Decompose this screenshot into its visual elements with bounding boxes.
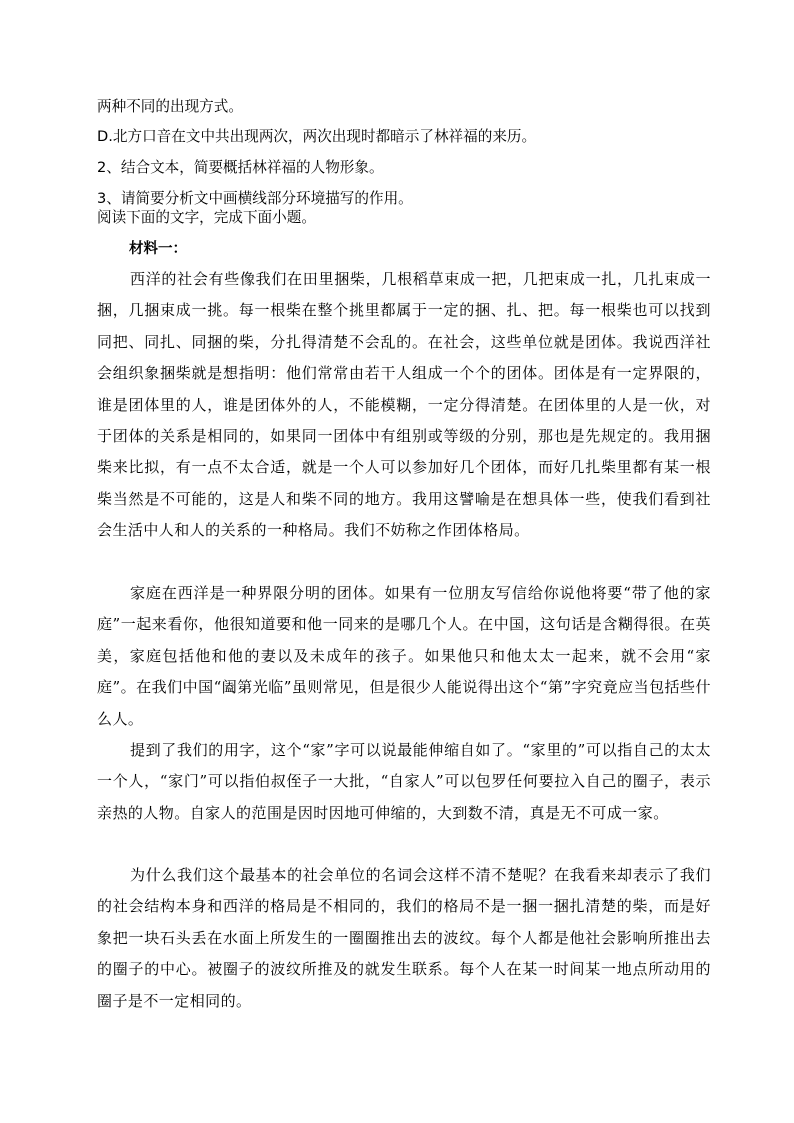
question-2: 2、结合文本，简要概括林祥福的人物形象。: [97, 159, 384, 176]
material-paragraph-4: 为什么我们这个最基本的社会单位的名词会这样不清不楚呢？在我看来却表示了我们的社会结构本身和西洋的格局是不相同的，我们的格局不是一捆一捆扎清楚的柴，而是好象把一块石头丢在水面上所发生的一圈圈推出去的波纹。每个人都是他社会影响所推出去的圈子的中心。被圈子的波纹所推及的就发生联系。每个人在某一时间某一地点所动用的圈子是不一定相同的。: [97, 866, 711, 1010]
material-paragraph-3: 提到了我们的用字，这个“家”字可以说最能伸缩自如了。“家里的”可以指自己的太太一个人，“家门”可以指伯叔侄子一大批，“自家人”可以包罗任何要拉入自己的圈子，表示亲热的人物。自家人的范围是因时因地可伸缩的，大到数不清，真是无不可成一家。: [97, 741, 711, 822]
question-3: 3、请简要分析文中画横线部分环境描写的作用。: [97, 190, 413, 207]
material-heading: 材料一：: [129, 241, 187, 257]
material-paragraph-1: 西洋的社会有些像我们在田里捆柴，几根稻草束成一把，几把束成一扎，几扎束成一捆，几捆束成一挑。每一根柴在整个挑里都属于一定的捆、扎、把。每一根柴也可以找到同把、同扎、同捆的柴，分扎得清楚不会乱的。在社会，这些单位就是团体。我说西洋社会组织象捆柴就是想指明：他们常常由若干人组成一个个的团体。团体是有一定界限的，谁是团体里的人，谁是团体外的人，不能模糊，一定分得清楚。在团体里的人是一伙，对于团体的关系是相同的，如果同一团体中有组别或等级的分别，那也是先规定的。我用捆柴来比拟，有一点不太合适，就是一个人可以参加好几个团体，而好几扎柴里都有某一根柴当然是不可能的，这是人和柴不同的地方。我用这譬喻是在想具体一些，使我们看到社会生活中人和人的关系的一种格局。我们不妨称之作团体格局。: [97, 270, 711, 540]
material-paragraph-2: 家庭在西洋是一种界限分明的团体。如果有一位朋友写信给你说他将要“带了他的家庭”一起来看你，他很知道要和他一同来的是哪几个人。在中国，这句话是含糊得很。在英美，家庭包括他和他的妻以及未成年的孩子。如果他只和他太太一起来，就不会用“家庭”。在我们中国“阖第光临”虽则常见，但是很少人能说得出这个“第”字究竟应当包括些什么人。: [97, 584, 711, 728]
question-continuation-line: 两种不同的出现方式。: [97, 98, 243, 115]
reading-instruction: 阅读下面的文字，完成下面小题。: [97, 209, 316, 226]
option-d: D.北方口音在文中共出现两次，两次出现时都暗示了林祥福的来历。: [97, 128, 537, 145]
